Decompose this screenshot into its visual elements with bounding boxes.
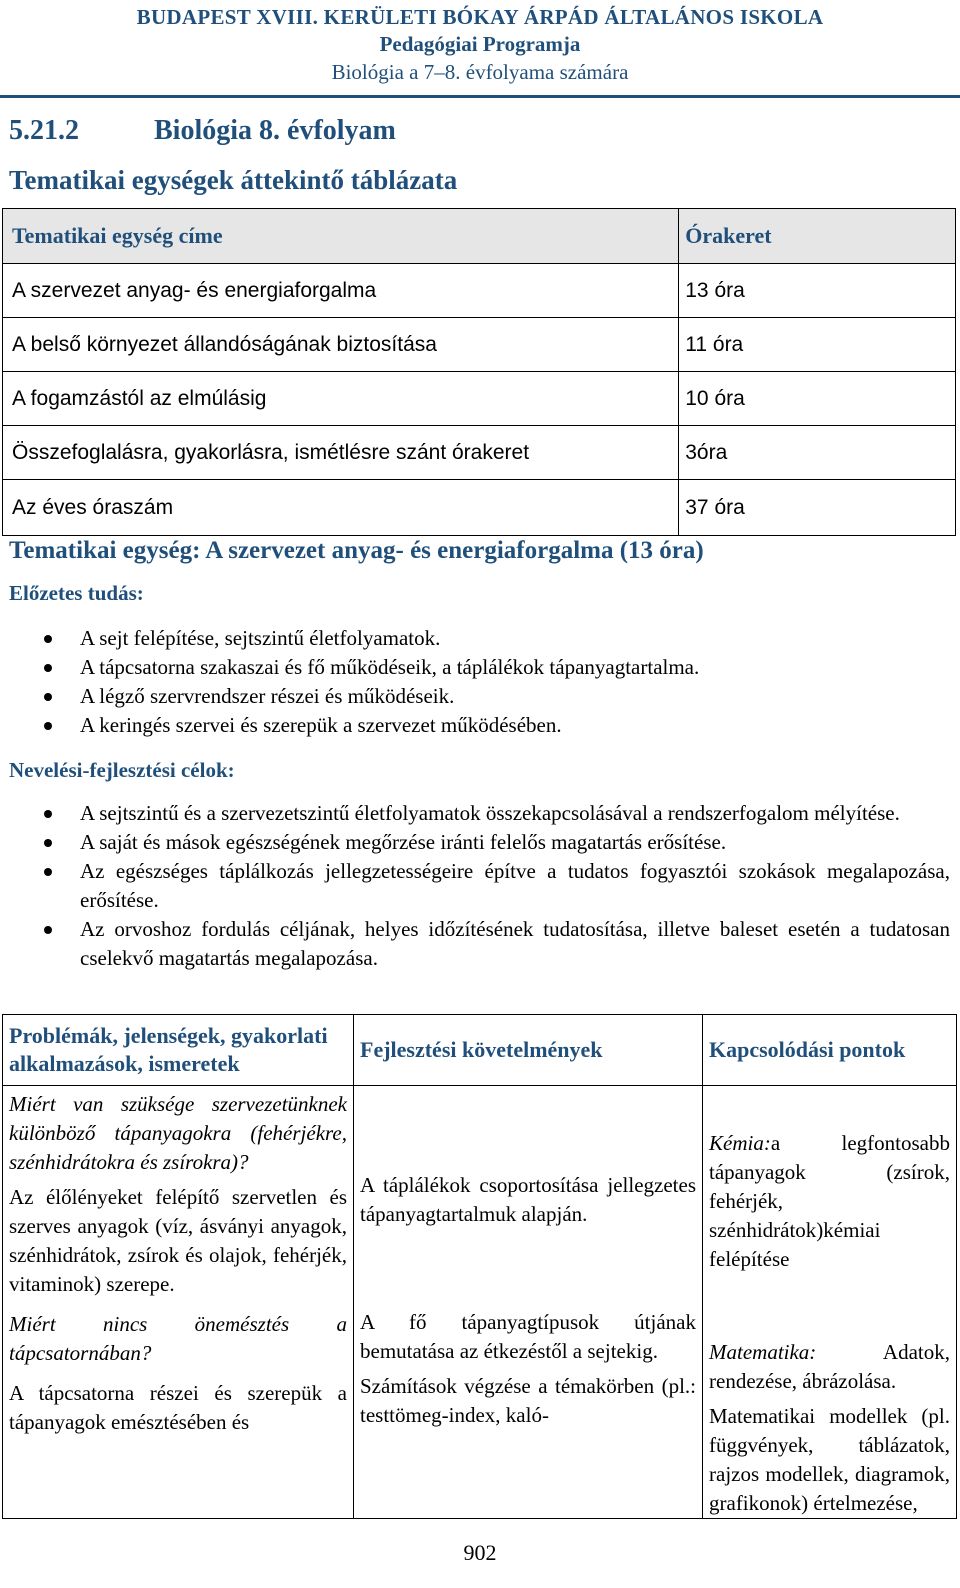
development-header-row <box>3 1015 957 1086</box>
list-item <box>0 682 950 711</box>
bullet-icon <box>44 664 52 672</box>
program-title: Pedagógiai Programja <box>379 32 581 56</box>
overview-unit-title: A belső környezet állandóságának biztosítása <box>3 318 679 372</box>
connection-text: a legfontosabb tápanyagok (zsírok, fehérjék, szénhidrátok)kémiai felépítése <box>709 1131 950 1271</box>
overview-unit-title: A fogamzástól az elmúlásig <box>3 372 679 426</box>
section-heading <box>9 115 396 147</box>
connection-text: Matematikai modellek (pl. függvények, táblázatok, rajzos modellek, diagramok, grafikonok) értelmezése, <box>709 1404 950 1515</box>
unit-title: Tematikai egység: A szervezet anyag- és energiaforgalma (13 óra) <box>9 537 704 564</box>
overview-table <box>2 208 956 536</box>
header-requirements: Fejlesztési követelmények <box>354 1015 703 1086</box>
list-item-text: A légző szervrendszer részei és működéseik. <box>80 684 455 708</box>
list-item-text: Az egészséges táplálkozás jellegzetességeire építve a tudatos fogyasztói szokások megalapozása, erősítése. <box>80 859 950 912</box>
overview-unit-title: Az éves óraszám <box>3 480 679 536</box>
section-title: Biológia 8. évfolyam <box>154 115 396 146</box>
requirement-text: A táplálékok csoportosítása jellegzetes tápanyagtartalmuk alapján. <box>360 1173 696 1226</box>
problems-cell <box>3 1086 354 1519</box>
list-item-text: A sejt felépítése, sejtszintű életfolyamatok. <box>80 626 441 650</box>
goals-list <box>0 799 950 973</box>
list-item-text: A tápcsatorna szakaszai és fő működéseik, a táplálékok tápanyagtartalma. <box>80 655 700 679</box>
overview-unit-title: A szervezet anyag- és energiaforgalma <box>3 264 679 318</box>
overview-title: Tematikai egységek áttekintő táblázata <box>9 165 458 195</box>
page-number: 902 <box>463 1540 497 1565</box>
connection-subject: Kémia: <box>709 1131 771 1155</box>
problem-question: Miért nincs önemésztés a tápcsatornában? <box>9 1312 347 1365</box>
overview-unit-hours: 11 óra <box>679 318 956 372</box>
list-item-text: A keringés szervei és szerepük a szervezet működésében. <box>80 713 562 737</box>
bullet-icon <box>44 926 52 934</box>
overview-unit-hours: 3óra <box>679 426 956 480</box>
overview-unit-hours: 37 óra <box>679 480 956 536</box>
list-item <box>0 653 950 682</box>
connection-text: Adatok, rendezése, ábrázolása. <box>709 1340 950 1393</box>
table-row <box>3 318 956 372</box>
overview-unit-hours: 13 óra <box>679 264 956 318</box>
overview-unit-hours: 10 óra <box>679 372 956 426</box>
requirements-cell <box>354 1086 703 1519</box>
bullet-icon <box>44 839 52 847</box>
development-table <box>2 1014 957 1519</box>
overview-header-title: Tematikai egység címe <box>3 209 679 264</box>
bullet-icon <box>44 810 52 818</box>
bullet-icon <box>44 868 52 876</box>
development-content-row <box>3 1086 957 1519</box>
connections-cell <box>703 1086 957 1519</box>
overview-header-hours: Órakeret <box>679 209 956 264</box>
requirement-text: A fő tápanyagtípusok útjának bemutatása az étkezéstől a sejtekig. <box>360 1310 696 1363</box>
list-item <box>0 711 950 740</box>
problem-text: Az élőlényeket felépítő szervetlen és szerves anyagok (víz, ásványi anyagok, szénhidrátok, zsírok és olajok, fehérjék, vitaminok) szerepe. <box>9 1185 347 1296</box>
list-item-text: Az orvoshoz fordulás céljának, helyes időzítésének tudatosítása, illetve baleset esetén a tudatosan cselekvő magatartás megalapozása. <box>80 917 950 970</box>
table-row <box>3 426 956 480</box>
list-item <box>0 857 950 915</box>
school-name: BUDAPEST XVIII. KERÜLETI BÓKAY ÁRPÁD ÁLTALÁNOS ISKOLA <box>136 5 824 29</box>
table-row <box>3 480 956 536</box>
overview-unit-title: Összefoglalásra, gyakorlásra, ismétlésre szánt órakeret <box>3 426 679 480</box>
list-item <box>0 828 950 857</box>
table-row <box>3 372 956 426</box>
subject-line: Biológia a 7–8. évfolyama számára <box>331 60 629 84</box>
requirement-text: Számítások végzése a témakörben (pl.: testtömeg-index, kaló- <box>360 1374 696 1427</box>
section-number: 5.21.2 <box>9 115 79 146</box>
bullet-icon <box>44 693 52 701</box>
header-problems: Problémák, jelenségek, gyakorlati alkalmazások, ismeretek <box>3 1015 354 1086</box>
overview-header-row <box>3 209 956 264</box>
table-row <box>3 264 956 318</box>
page-header <box>0 4 960 86</box>
problem-text: A tápcsatorna részei és szerepük a tápanyagok emésztésében és <box>9 1381 347 1434</box>
header-connections: Kapcsolódási pontok <box>703 1015 957 1086</box>
problem-question: Miért van szüksége szervezetünknek különböző tápanyagokra (fehérjékre, szénhidrátokra és zsírokra)? <box>9 1092 347 1174</box>
connection-math <box>709 1338 950 1396</box>
list-item <box>0 799 950 828</box>
list-item <box>0 915 950 973</box>
connection-chemistry <box>709 1129 950 1274</box>
header-rule <box>0 95 960 98</box>
bullet-icon <box>44 635 52 643</box>
list-item-text: A saját és mások egészségének megőrzése iránti felelős magatartás erősítése. <box>80 830 727 854</box>
goals-label: Nevelési-fejlesztési célok: <box>9 758 235 782</box>
list-item <box>0 624 950 653</box>
connection-subject: Matematika: <box>709 1340 817 1364</box>
prior-knowledge-label: Előzetes tudás: <box>9 581 144 605</box>
bullet-icon <box>44 722 52 730</box>
prior-knowledge-list <box>0 624 950 740</box>
list-item-text: A sejtszintű és a szervezetszintű életfolyamatok összekapcsolásával a rendszerfogalom mélyítése. <box>80 801 900 825</box>
